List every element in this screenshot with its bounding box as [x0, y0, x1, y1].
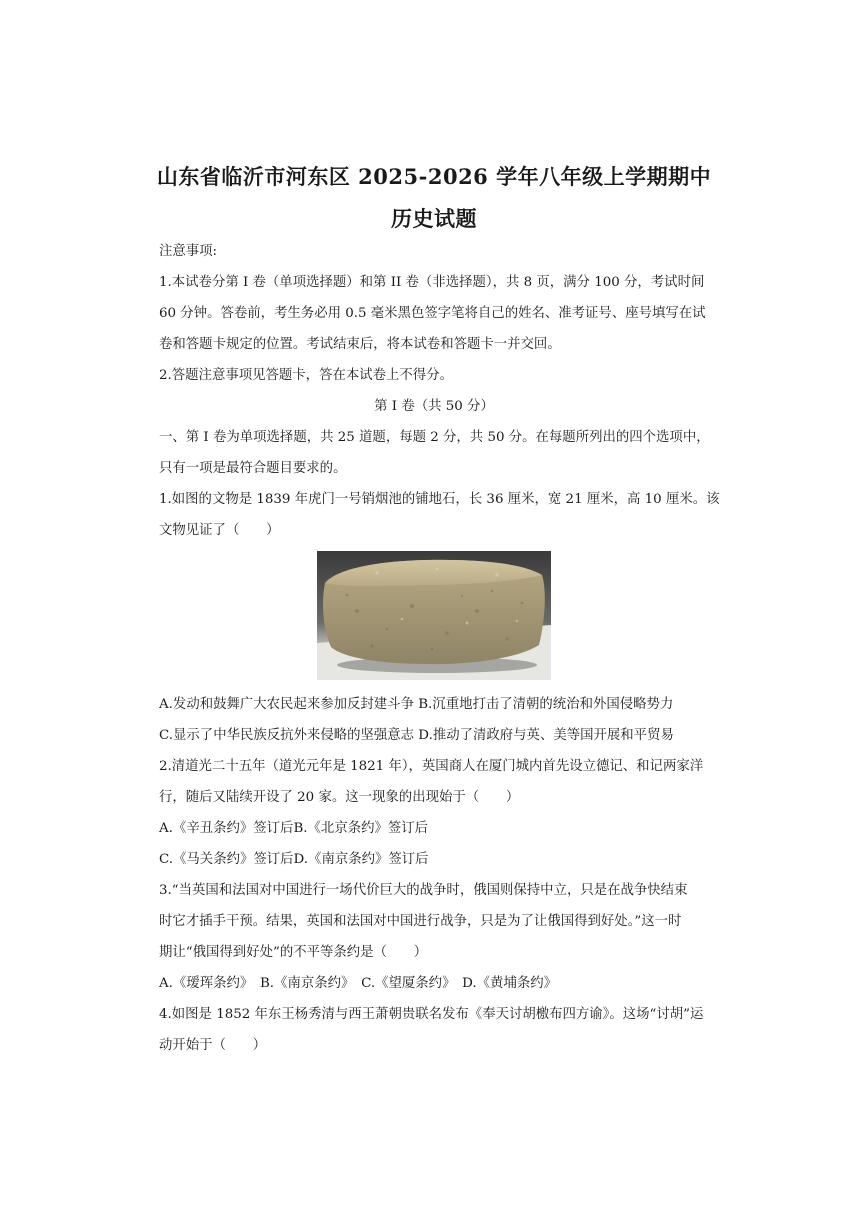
q1-stem-line-1: 1.如图的文物是 1839 年虎门一号销烟池的铺地石，长 36 厘米，宽 21 厘米，高 10 厘米。该 — [159, 492, 720, 507]
notice-item-1-line-1: 1.本试卷分第 I 卷（单项选择题）和第 II 卷（非选择题），共 8 页，满分 100 分，考试时间 — [159, 275, 705, 290]
notice-item-1-line-3: 卷和答题卡规定的位置。考试结束后，将本试卷和答题卡一并交回。 — [159, 337, 561, 352]
q2-options-line-2: C.《马关条约》签订后D.《南京条约》签订后 — [159, 852, 429, 867]
q3-stem-line-1: 3.“当英国和法国对中国进行一场代价巨大的战争时，俄国则保持中立，只是在战争快结束 — [159, 883, 688, 898]
q3-options: A.《瑷珲条约》 B.《南京条约》 C.《望厦条约》 D.《黄埔条约》 — [159, 976, 558, 991]
q4-stem-line-1: 4.如图是 1852 年东王杨秀清与西王萧朝贵联名发布《奉天讨胡檄布四方谕》。这场“讨胡”运 — [159, 1007, 704, 1022]
q4-stem-line-2: 动开始于（ ） — [159, 1038, 267, 1053]
exam-title: 山东省临沂市河东区 2025-2026 学年八年级上学期期中 — [156, 164, 712, 189]
section-instructions-line-1: 一、第 I 卷为单项选择题，共 25 道题，每题 2 分，共 50 分。在每题所列出的四个选项中， — [159, 430, 710, 445]
q3-stem-line-2: 时它才插手干预。结果，英国和法国对中国进行战争，只是为了让俄国得到好处。”这一时 — [159, 914, 682, 929]
q2-options-line-1: A.《辛丑条约》签订后B.《北京条约》签订后 — [159, 821, 429, 836]
q1-stem-line-2: 文物见证了（ ） — [159, 523, 280, 538]
notice-item-1-line-2: 60 分钟。答卷前，考生务必用 0.5 毫米黑色签字笔将自己的姓名、准考证号、座号填写在试 — [159, 306, 706, 321]
notice-item-2: 2.答题注意事项见答题卡，答在本试卷上不得分。 — [159, 368, 453, 383]
q1-options-line-2: C.显示了中华民族反抗外来侵略的坚强意志 D.推动了清政府与英、美等国开展和平贸易 — [159, 728, 674, 743]
section-title: 第 I 卷（共 50 分） — [374, 399, 494, 414]
q1-options-line-1: A.发动和鼓舞广大农民起来参加反封建斗争 B.沉重地打击了清朝的统治和外国侵略势力 — [159, 697, 674, 712]
exam-subtitle: 历史试题 — [391, 206, 477, 231]
q3-stem-line-3: 期让“俄国得到好处”的不平等条约是（ ） — [159, 945, 428, 960]
q1-artifact-photo — [317, 551, 551, 680]
q2-stem-line-2: 行，随后又陆续开设了 20 家。这一现象的出现始于（ ） — [159, 790, 520, 805]
section-instructions-line-2: 只有一项是最符合题目要求的。 — [159, 461, 347, 476]
notice-heading: 注意事项: — [159, 244, 218, 259]
q2-stem-line-1: 2.清道光二十五年（道光元年是 1821 年），英国商人在厦门城内首先设立德记、和记两家洋 — [159, 759, 704, 774]
